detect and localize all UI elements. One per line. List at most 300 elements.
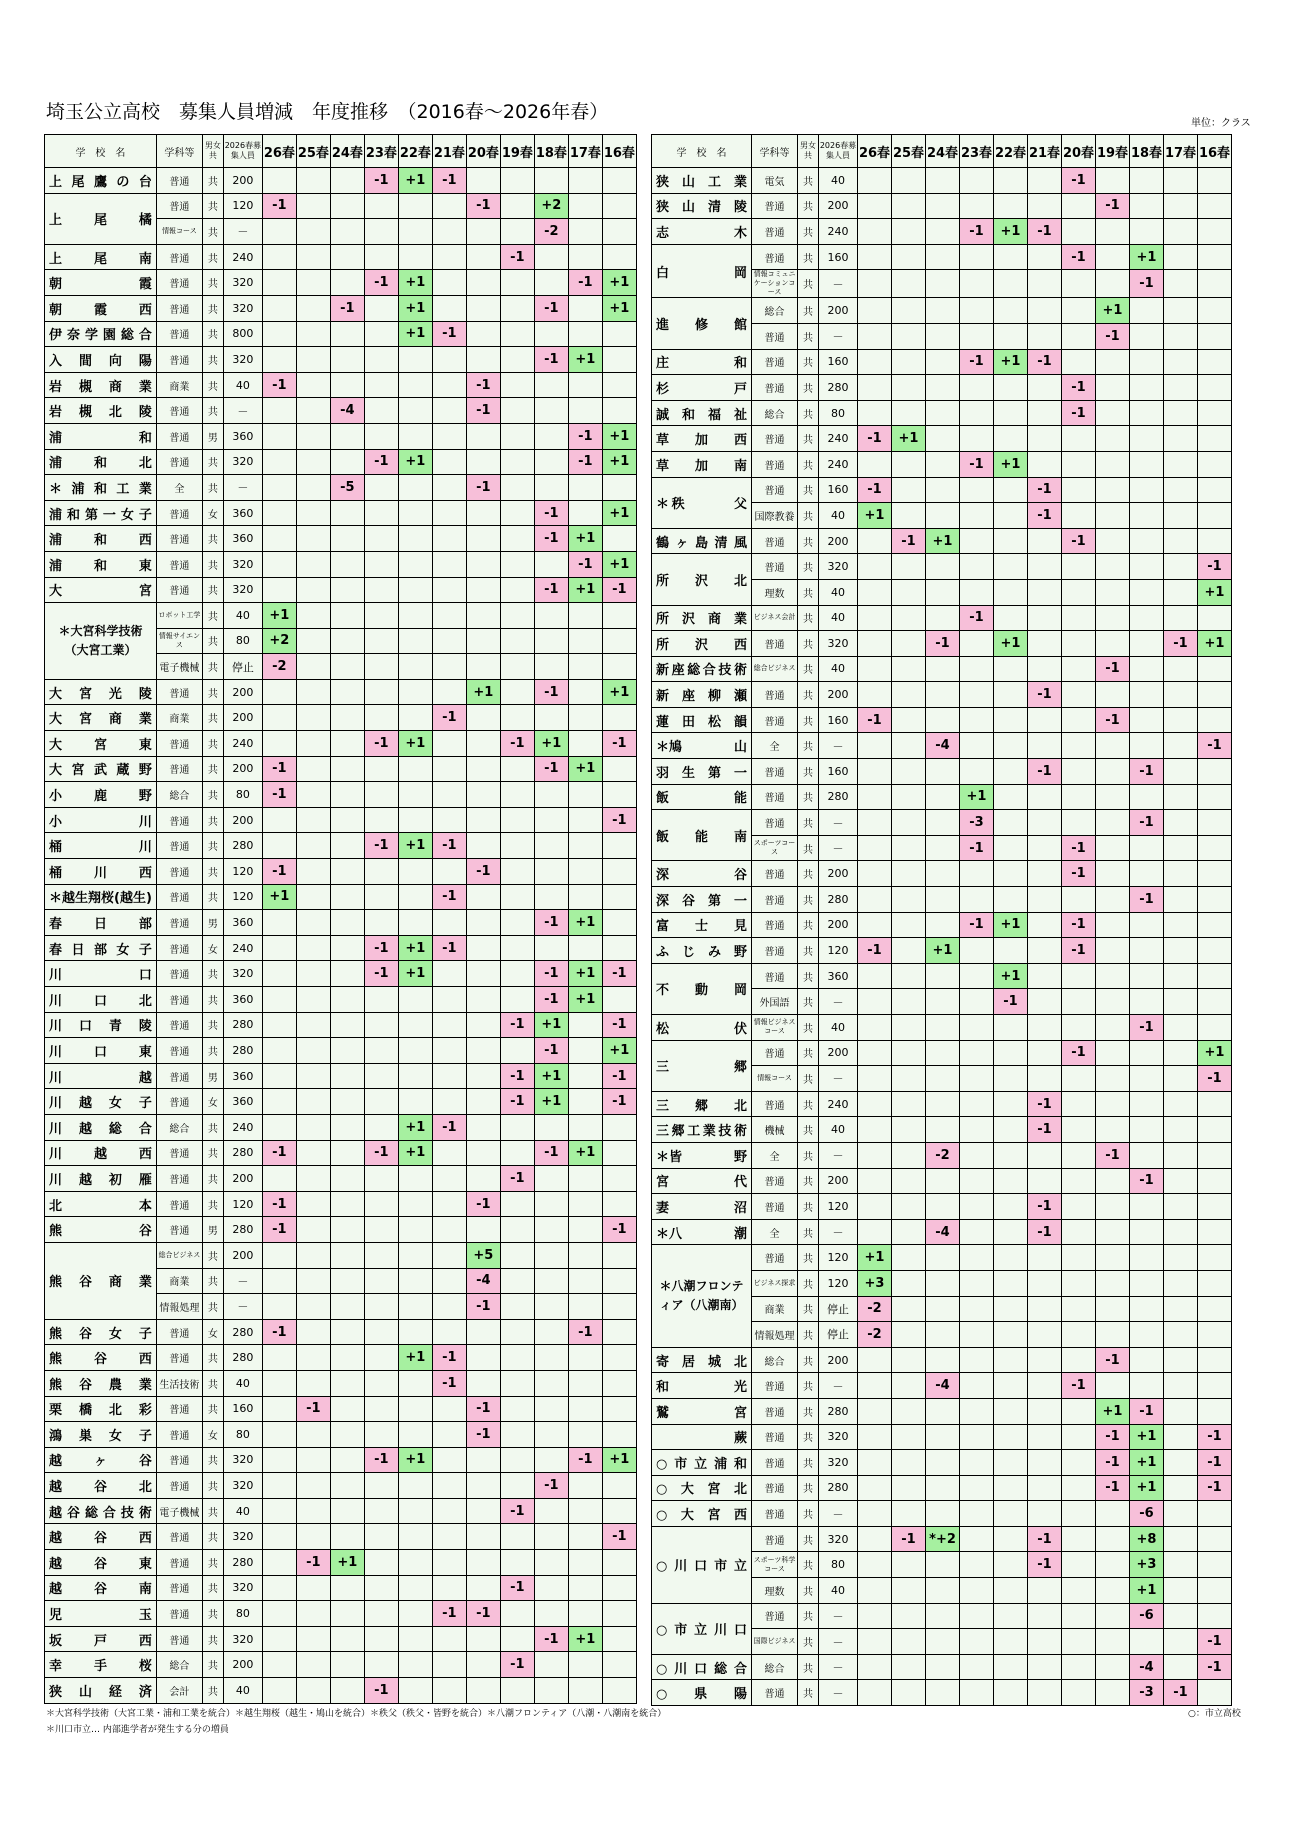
table-row [45, 1319, 637, 1345]
year-change-23 [364, 859, 398, 885]
year-change-17 [568, 705, 602, 731]
year-change-16: -1 [1198, 1654, 1232, 1680]
table-row [45, 1447, 637, 1473]
table-row [45, 603, 637, 629]
year-change-18: +2 [534, 193, 568, 219]
year-change-21 [1028, 451, 1062, 477]
year-change-25: +1 [892, 426, 926, 452]
year-change-26 [858, 168, 892, 194]
year-change-16 [1198, 426, 1232, 452]
year-change-25 [892, 631, 926, 657]
year-change-17 [1164, 528, 1198, 554]
enrollment: 320 [223, 961, 262, 987]
year-change-18 [534, 372, 568, 398]
year-change-19 [500, 1396, 534, 1422]
enrollment: 360 [223, 910, 262, 936]
year-change-20: -1 [1062, 168, 1096, 194]
year-change-17 [568, 1524, 602, 1550]
department: 普通 [752, 912, 798, 938]
sex: 女 [202, 1319, 223, 1345]
department: 普通 [752, 1475, 798, 1501]
year-change-19 [1096, 733, 1130, 759]
year-change-19 [1096, 887, 1130, 913]
table-row [45, 1038, 637, 1064]
year-change-22 [398, 1370, 432, 1396]
year-change-19: -1 [500, 1575, 534, 1601]
year-change-25 [296, 244, 330, 270]
year-change-18 [1130, 1194, 1164, 1220]
table-row [652, 707, 1232, 733]
enrollment: － [819, 810, 858, 836]
header-year: 17春 [568, 135, 602, 168]
year-change-26 [262, 551, 296, 577]
year-change-19 [1096, 810, 1130, 836]
sex: 共 [798, 605, 819, 631]
year-change-26: +3 [858, 1270, 892, 1296]
year-change-16: +1 [1198, 579, 1232, 605]
year-change-18 [1130, 835, 1164, 861]
table-row [652, 784, 1232, 810]
year-change-25 [892, 912, 926, 938]
year-change-24 [926, 1398, 960, 1424]
header-year: 20春 [1062, 135, 1096, 168]
sex: 共 [798, 375, 819, 401]
year-change-19 [1096, 1270, 1130, 1296]
year-change-24: +1 [926, 938, 960, 964]
year-change-24 [926, 784, 960, 810]
year-change-21: -1 [432, 1601, 466, 1627]
year-change-18: +1 [534, 1012, 568, 1038]
year-change-17 [1164, 1578, 1198, 1604]
year-change-23: -1 [364, 1678, 398, 1704]
sex: 共 [202, 347, 223, 373]
enrollment: 80 [223, 782, 262, 808]
year-change-26: -1 [262, 1140, 296, 1166]
table-row [652, 1040, 1232, 1066]
table-row [652, 375, 1232, 401]
year-change-23 [960, 1245, 994, 1271]
table-row [652, 1117, 1232, 1143]
year-change-19 [1096, 451, 1130, 477]
sex: 共 [202, 807, 223, 833]
year-change-25 [296, 1294, 330, 1320]
year-change-20: -1 [1062, 835, 1096, 861]
year-change-20 [466, 1217, 500, 1243]
footnote-legend: ○：市立高校 [1188, 1709, 1241, 1719]
year-change-18 [1130, 733, 1164, 759]
year-change-17 [1164, 400, 1198, 426]
year-change-23 [960, 1424, 994, 1450]
year-change-20 [466, 756, 500, 782]
year-change-19 [1096, 1526, 1130, 1552]
year-change-18 [534, 1601, 568, 1627]
year-change-16 [1198, 656, 1232, 682]
year-change-18 [1130, 605, 1164, 631]
year-change-20 [466, 705, 500, 731]
year-change-19 [1096, 1603, 1130, 1629]
school-name: 大 宮 [45, 577, 157, 603]
year-change-26 [858, 759, 892, 785]
year-change-17: +1 [568, 961, 602, 987]
year-change-24 [330, 731, 364, 757]
year-change-18: -1 [534, 347, 568, 373]
department: 理数 [752, 1578, 798, 1604]
year-change-26 [858, 1040, 892, 1066]
year-change-20 [1062, 1603, 1096, 1629]
department: 電子機械 [156, 654, 202, 680]
year-change-22: +1 [398, 270, 432, 296]
year-change-25 [892, 193, 926, 219]
year-change-22: +1 [994, 912, 1028, 938]
year-change-24 [330, 1422, 364, 1448]
year-change-22 [398, 1601, 432, 1627]
year-change-20 [466, 270, 500, 296]
department: 普通 [156, 347, 202, 373]
year-change-21 [432, 1140, 466, 1166]
year-change-16 [602, 987, 636, 1013]
year-change-16 [1198, 1526, 1232, 1552]
school-name: 伊奈学園総合 [45, 321, 157, 347]
department: 国際ビジネス [752, 1629, 798, 1655]
year-change-24 [330, 1447, 364, 1473]
year-change-20: -1 [1062, 861, 1096, 887]
year-change-21: -1 [432, 935, 466, 961]
school-name: 大宮商業 [45, 705, 157, 731]
sex: 男 [202, 423, 223, 449]
year-change-19 [500, 961, 534, 987]
department: 普通 [156, 1217, 202, 1243]
school-name: 北 本 [45, 1191, 157, 1217]
school-name: 越 谷 西 [45, 1524, 157, 1550]
school-name: 庄 和 [652, 349, 752, 375]
year-change-16 [1198, 1245, 1232, 1271]
year-change-18: -1 [1130, 1015, 1164, 1041]
year-change-20: -1 [466, 193, 500, 219]
year-change-20 [1062, 1629, 1096, 1655]
header-row [45, 135, 637, 168]
enrollment: 320 [223, 1524, 262, 1550]
sex: 共 [202, 1140, 223, 1166]
year-change-21 [432, 449, 466, 475]
header-dept: 学科等 [156, 135, 202, 168]
year-change-16 [1198, 1501, 1232, 1527]
year-change-20 [1062, 1347, 1096, 1373]
year-change-19 [500, 1140, 534, 1166]
year-change-23 [364, 705, 398, 731]
year-change-16 [602, 782, 636, 808]
year-change-17 [1164, 1322, 1198, 1348]
year-change-19 [1096, 503, 1130, 529]
enrollment: 80 [819, 400, 858, 426]
year-change-22 [398, 1268, 432, 1294]
department: 普通 [752, 1194, 798, 1220]
year-change-20 [466, 782, 500, 808]
year-change-18: -3 [1130, 1680, 1164, 1706]
year-change-16 [602, 628, 636, 654]
year-change-16 [602, 219, 636, 245]
enrollment: 200 [819, 298, 858, 324]
sex: 共 [798, 1296, 819, 1322]
year-change-22 [994, 1245, 1028, 1271]
year-change-19 [1096, 168, 1130, 194]
year-change-18 [1130, 554, 1164, 580]
year-change-23 [364, 1114, 398, 1140]
year-change-17 [1164, 349, 1198, 375]
year-change-20 [1062, 963, 1096, 989]
year-change-17 [1164, 656, 1198, 682]
year-change-25 [892, 1603, 926, 1629]
year-change-23 [364, 782, 398, 808]
header-dept: 学科等 [752, 135, 798, 168]
year-change-23 [960, 528, 994, 554]
year-change-21 [1028, 1398, 1062, 1424]
year-change-16 [602, 910, 636, 936]
year-change-18 [1130, 1066, 1164, 1092]
year-change-16 [602, 1498, 636, 1524]
year-change-19 [1096, 1373, 1130, 1399]
year-change-26 [858, 1117, 892, 1143]
year-change-19 [1096, 400, 1130, 426]
year-change-18 [1130, 528, 1164, 554]
year-change-23 [960, 1142, 994, 1168]
sex: 共 [202, 1652, 223, 1678]
school-name: 和 光 [652, 1373, 752, 1399]
year-change-26 [262, 347, 296, 373]
year-change-21: -1 [432, 1345, 466, 1371]
enrollment: 360 [223, 1063, 262, 1089]
enrollment: 160 [819, 477, 858, 503]
year-change-22 [994, 270, 1028, 298]
year-change-19 [500, 1242, 534, 1268]
year-change-17 [1164, 605, 1198, 631]
year-change-20 [466, 168, 500, 194]
year-change-16: -1 [602, 807, 636, 833]
sex: 共 [798, 219, 819, 245]
year-change-22 [994, 1629, 1028, 1655]
year-change-20: +1 [466, 679, 500, 705]
year-change-16: +1 [602, 295, 636, 321]
school-name: ○ 大 宮 西 [652, 1501, 752, 1527]
department: 普通 [752, 707, 798, 733]
year-change-23 [364, 628, 398, 654]
enrollment: － [223, 219, 262, 245]
year-change-19: +1 [1096, 1398, 1130, 1424]
table-row [652, 298, 1232, 324]
year-change-18 [1130, 1270, 1164, 1296]
enrollment: 200 [819, 861, 858, 887]
year-change-25 [296, 551, 330, 577]
year-change-26 [262, 731, 296, 757]
year-change-20 [1062, 1398, 1096, 1424]
year-change-26: -2 [858, 1296, 892, 1322]
year-change-17: -1 [568, 1319, 602, 1345]
year-change-20 [1062, 451, 1096, 477]
year-change-25 [892, 270, 926, 298]
year-change-25 [892, 375, 926, 401]
year-change-26 [262, 705, 296, 731]
year-change-26 [262, 1294, 296, 1320]
year-change-22 [398, 654, 432, 680]
enrollment: 240 [223, 244, 262, 270]
table-row [652, 426, 1232, 452]
department: 全 [752, 1142, 798, 1168]
year-change-22 [398, 219, 432, 245]
department: 普通 [752, 784, 798, 810]
department: 普通 [156, 1396, 202, 1422]
table-row [652, 605, 1232, 631]
year-change-20 [466, 961, 500, 987]
year-change-23 [364, 1422, 398, 1448]
sex: 女 [202, 935, 223, 961]
year-change-25 [296, 168, 330, 194]
school-name: 草 加 南 [652, 451, 752, 477]
year-change-21 [1028, 707, 1062, 733]
year-change-26 [858, 1424, 892, 1450]
year-change-22 [398, 500, 432, 526]
year-change-22 [398, 423, 432, 449]
year-change-24 [926, 861, 960, 887]
department: 外国語 [752, 989, 798, 1015]
school-name: 越 ヶ 谷 [45, 1447, 157, 1473]
year-change-16 [602, 1140, 636, 1166]
enrollment: 40 [819, 1015, 858, 1041]
year-change-20 [1062, 323, 1096, 349]
year-change-19 [1096, 1091, 1130, 1117]
header-year: 17春 [1164, 135, 1198, 168]
sex: 共 [798, 835, 819, 861]
year-change-24 [926, 168, 960, 194]
header-school: 学 校 名 [45, 135, 157, 168]
table-row [45, 347, 637, 373]
year-change-25 [892, 1629, 926, 1655]
year-change-18: -1 [1130, 1398, 1164, 1424]
table-row [652, 1219, 1232, 1245]
year-change-21 [1028, 1450, 1062, 1476]
year-change-18 [1130, 1347, 1164, 1373]
header-sex: 男女共 [798, 135, 819, 168]
year-change-16: +1 [602, 270, 636, 296]
enrollment: － [223, 1294, 262, 1320]
year-change-22 [398, 1550, 432, 1576]
year-change-21 [432, 270, 466, 296]
school-name: 志 木 [652, 219, 752, 245]
year-change-26 [858, 1398, 892, 1424]
year-change-17 [568, 833, 602, 859]
year-change-24 [330, 1242, 364, 1268]
year-change-24 [330, 449, 364, 475]
sex: 共 [202, 1524, 223, 1550]
year-change-23 [960, 989, 994, 1015]
sex: 共 [798, 1680, 819, 1706]
year-change-21 [432, 654, 466, 680]
year-change-19 [500, 935, 534, 961]
header-year: 22春 [994, 135, 1028, 168]
year-change-16 [1198, 1578, 1232, 1604]
year-change-16 [1198, 963, 1232, 989]
enrollment: 320 [223, 347, 262, 373]
school-name: 浦 和 北 [45, 449, 157, 475]
year-change-24: -4 [330, 398, 364, 424]
year-change-17 [568, 1242, 602, 1268]
school-name: 春日部女子 [45, 935, 157, 961]
year-change-17 [1164, 1117, 1198, 1143]
department: 普通 [752, 1526, 798, 1552]
year-change-22 [398, 193, 432, 219]
year-change-23 [960, 1552, 994, 1578]
year-change-17 [1164, 1245, 1198, 1271]
year-change-16: -1 [602, 731, 636, 757]
year-change-16 [602, 1575, 636, 1601]
year-change-21 [1028, 1603, 1062, 1629]
year-change-19 [1096, 1322, 1130, 1348]
year-change-18 [1130, 631, 1164, 657]
year-change-18 [1130, 219, 1164, 245]
enrollment: － [223, 475, 262, 501]
enrollment: 360 [223, 526, 262, 552]
sex: 共 [202, 1345, 223, 1371]
year-change-20 [466, 654, 500, 680]
year-change-26: -1 [858, 938, 892, 964]
table-row [45, 423, 637, 449]
year-change-22 [994, 528, 1028, 554]
year-change-21 [1028, 835, 1062, 861]
year-change-23 [364, 1038, 398, 1064]
year-change-19 [1096, 682, 1130, 708]
department: 総合 [156, 1114, 202, 1140]
department: 普通 [156, 1524, 202, 1550]
year-change-18 [534, 1166, 568, 1192]
year-change-23 [960, 1603, 994, 1629]
year-change-26 [262, 1370, 296, 1396]
year-change-24 [330, 526, 364, 552]
table-row [45, 1217, 637, 1243]
year-change-23: -1 [364, 449, 398, 475]
school-name: ＊越生翔桜(越生) [45, 884, 157, 910]
year-change-22 [398, 603, 432, 629]
department: 普通 [156, 449, 202, 475]
year-change-17 [1164, 1424, 1198, 1450]
year-change-17 [1164, 375, 1198, 401]
department: スポーツ科学コース [752, 1552, 798, 1578]
year-change-17: -1 [568, 551, 602, 577]
enrollment: 120 [819, 938, 858, 964]
school-name: ＊浦和工業 [45, 475, 157, 501]
school-name: ○川口市立 [652, 1526, 752, 1603]
year-change-16 [1198, 1091, 1232, 1117]
year-change-17 [568, 603, 602, 629]
table-row [45, 372, 637, 398]
year-change-17 [1164, 298, 1198, 324]
year-change-24 [330, 1012, 364, 1038]
sex: 共 [202, 244, 223, 270]
enrollment: 320 [223, 1447, 262, 1473]
year-change-23 [364, 1268, 398, 1294]
year-change-21 [1028, 656, 1062, 682]
year-change-19 [500, 910, 534, 936]
year-change-24 [926, 1296, 960, 1322]
year-change-23 [364, 1319, 398, 1345]
department: 普通 [752, 528, 798, 554]
year-change-16 [602, 372, 636, 398]
year-change-22 [398, 347, 432, 373]
year-change-22 [994, 244, 1028, 270]
year-change-20 [466, 1626, 500, 1652]
year-change-23: -1 [960, 349, 994, 375]
sex: 共 [798, 682, 819, 708]
sex: 共 [202, 782, 223, 808]
enrollment: 280 [223, 1012, 262, 1038]
enrollment: 320 [819, 1450, 858, 1476]
